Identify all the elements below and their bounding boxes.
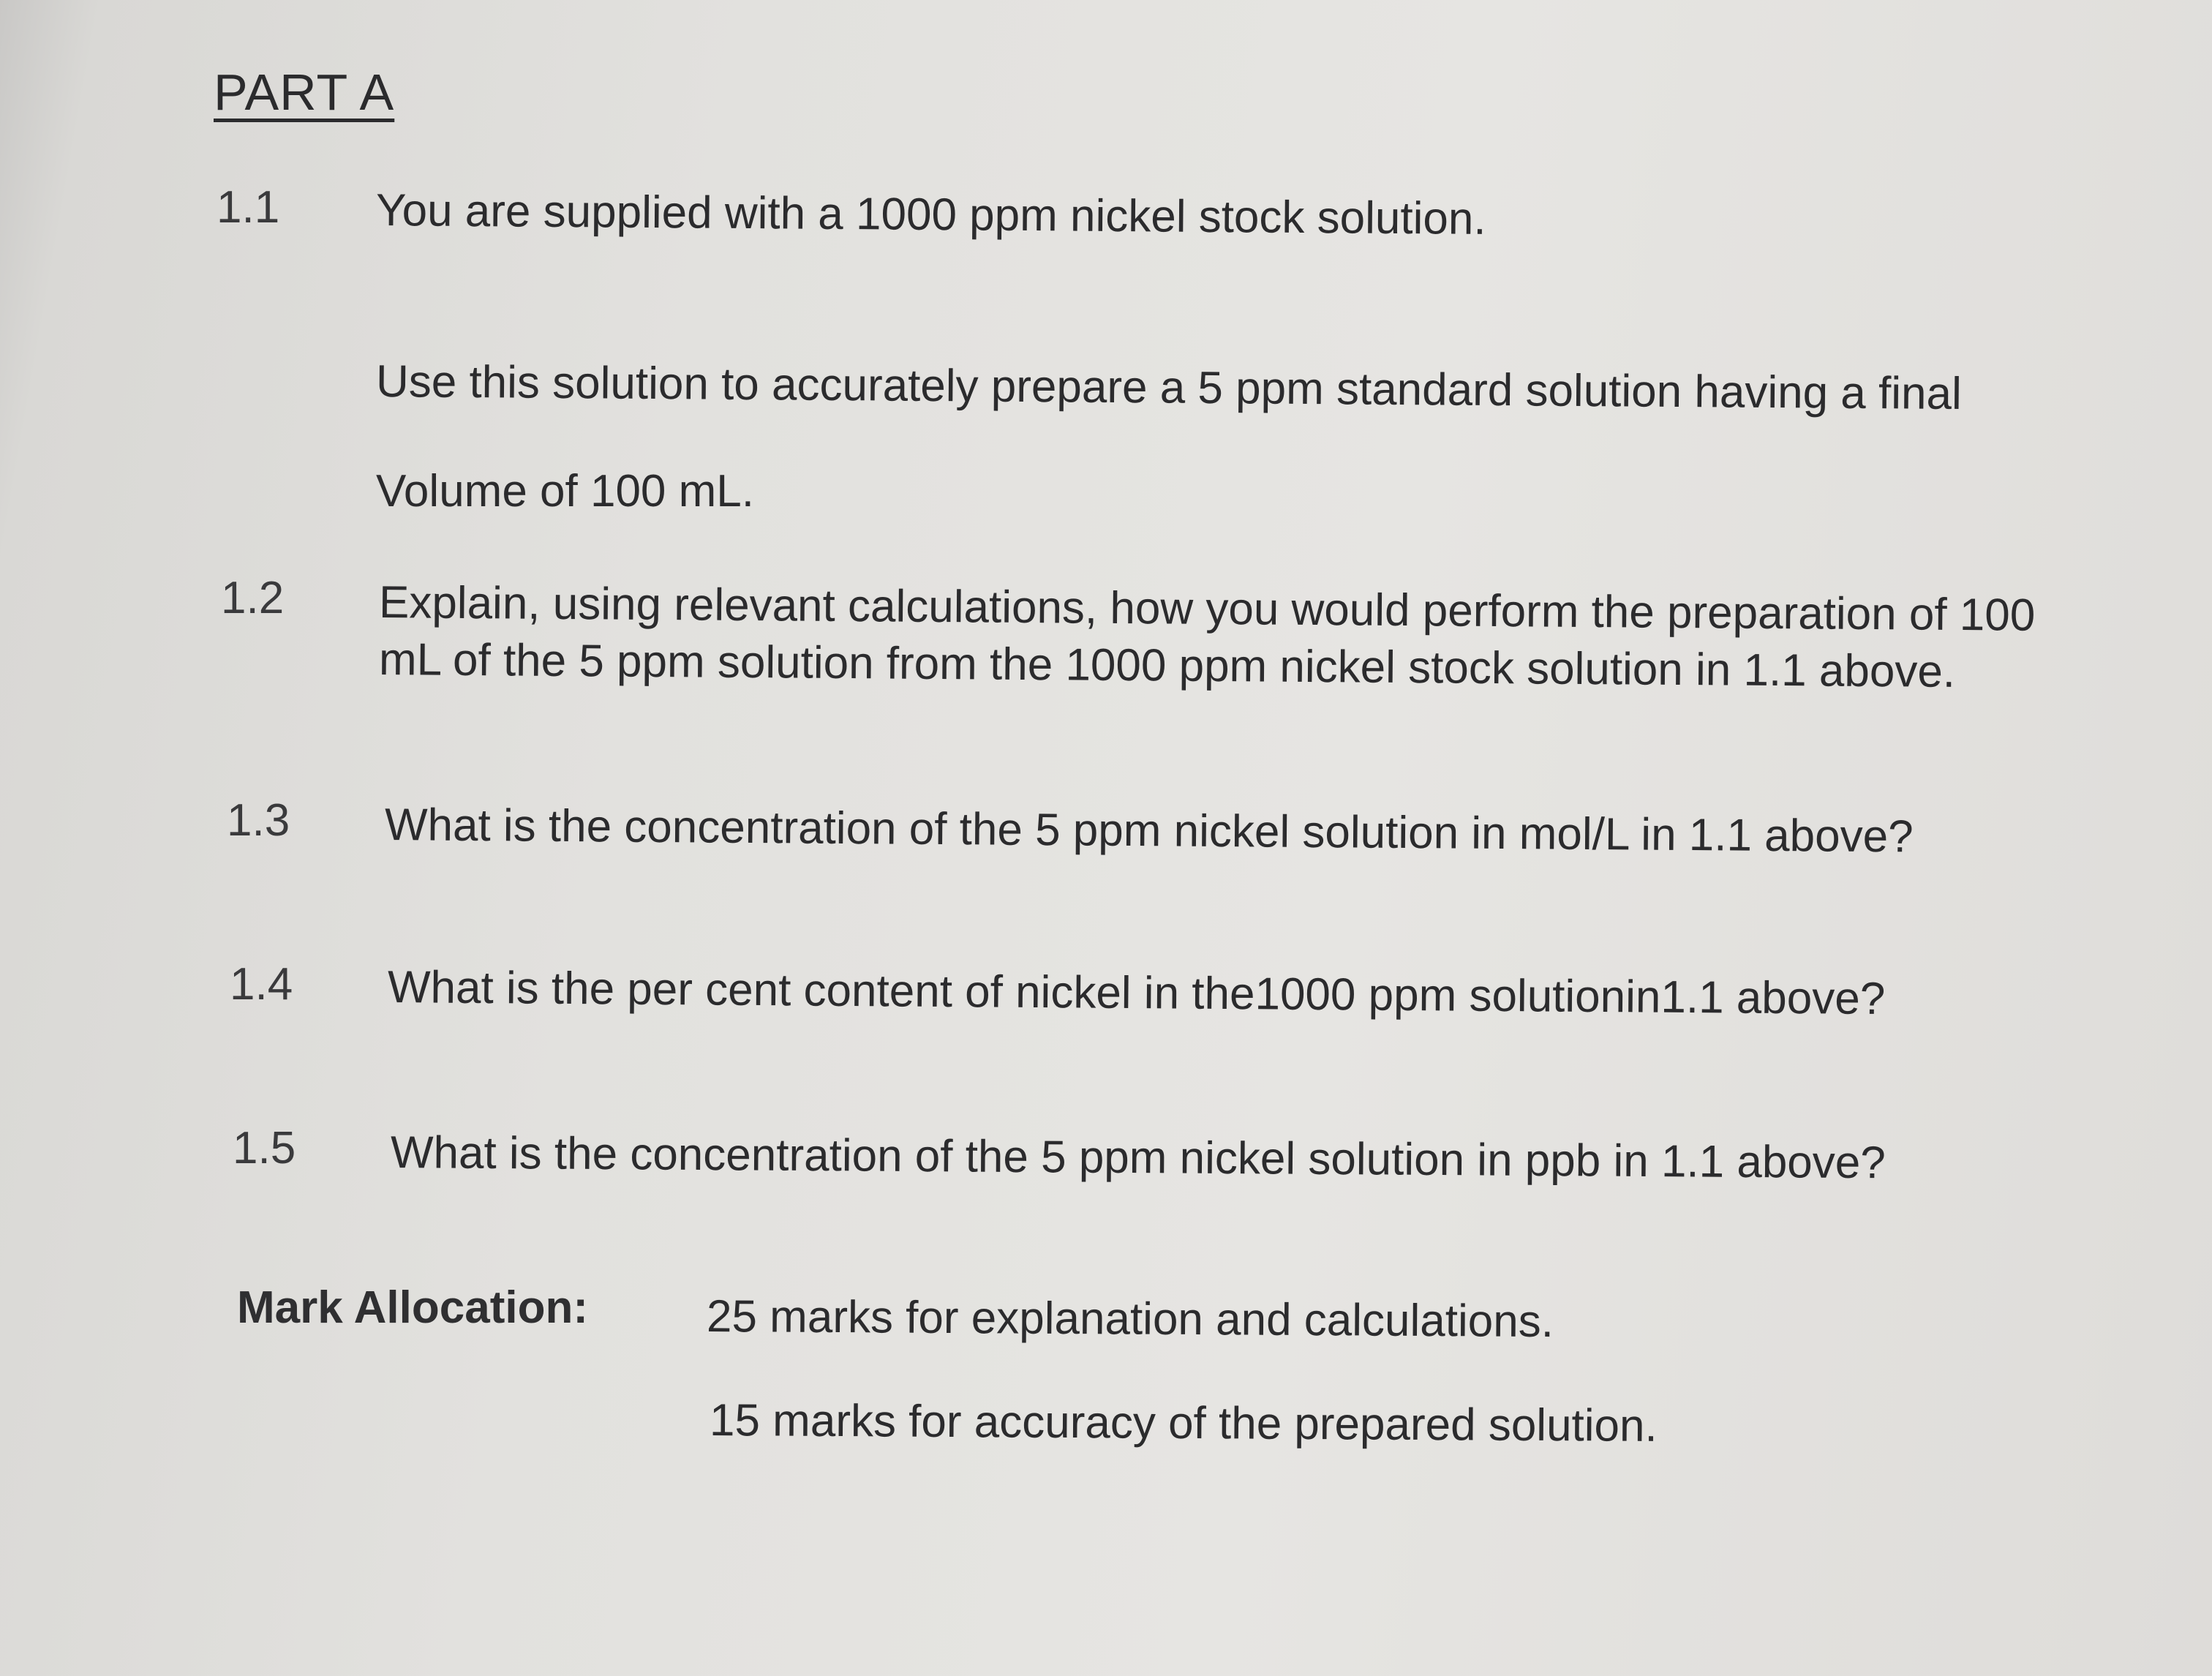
question-text: Use this solution to accurately prepare a 5 ppm standard solution having a final bbox=[375, 356, 1963, 420]
question-text: What is the concentration of the 5 ppm nickel solution in ppb in 1.1 above? bbox=[390, 1127, 1886, 1189]
question-number: 1.4 bbox=[230, 959, 293, 1010]
question-number: 1.3 bbox=[227, 795, 290, 846]
question-number: 1.2 bbox=[221, 573, 285, 623]
part-title: PART A bbox=[214, 64, 395, 121]
mark-allocation-label: Mark Allocation: bbox=[237, 1282, 588, 1333]
question-number: 1.1 bbox=[217, 182, 280, 233]
question-text: What is the concentration of the 5 ppm nickel solution in mol/L in 1.1 above? bbox=[384, 800, 1914, 863]
question-text: You are supplied with a 1000 ppm nickel stock solution. bbox=[375, 185, 1486, 244]
question-text: mL of the 5 ppm solution from the 1000 ppm nickel stock solution in 1.1 above. bbox=[378, 634, 1956, 697]
question-text: Explain, using relevant calculations, how you would perform the preparation of 100 bbox=[378, 577, 2036, 641]
mark-allocation-item: 15 marks for accuracy of the prepared solution. bbox=[709, 1395, 1658, 1451]
question-text: What is the per cent content of nickel in the1000 ppm solutionin1.1 above? bbox=[387, 962, 1886, 1025]
question-number: 1.5 bbox=[233, 1123, 296, 1173]
mark-allocation-item: 25 marks for explanation and calculations. bbox=[706, 1291, 1554, 1348]
question-text: Volume of 100 mL. bbox=[376, 466, 754, 516]
